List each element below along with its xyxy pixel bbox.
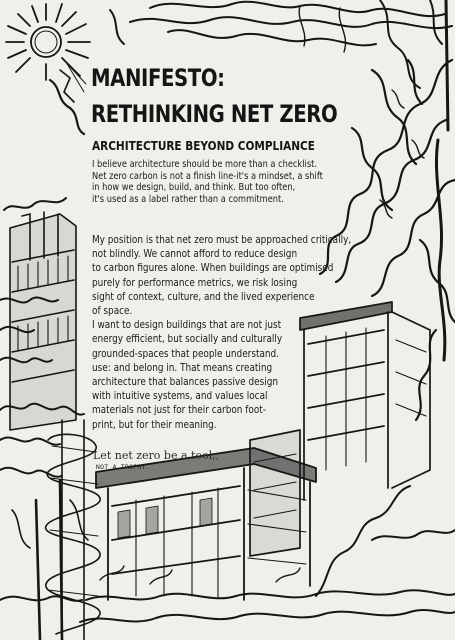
- body-line: architecture that balances passive design: [92, 376, 279, 389]
- body-line: I want to design buildings that are not just: [92, 319, 282, 332]
- intro-line: Net zero carbon is not a finish line-it's a mindset, a shift: [92, 170, 323, 182]
- intro-line: in how we design, build, and think. But too often,: [92, 182, 296, 194]
- body-line: purely for performance metrics, we risk losing: [92, 276, 298, 289]
- body-line: of space.: [92, 305, 133, 318]
- body-line: to carbon figures alone. When buildings are optimised: [92, 262, 334, 275]
- body-line: with intuitive systems, and values local: [92, 390, 268, 403]
- body-line: print, but for their meaning.: [92, 418, 217, 431]
- body-line: materials not just for their carbon foot-: [92, 404, 266, 417]
- title-line-2: RETHINKING NET ZERO: [91, 100, 338, 128]
- intro-line: it's used as a label rather than a commitment.: [92, 193, 284, 205]
- tagline: NOT A TROPHY.: [96, 463, 150, 471]
- body-line: not blindly. We cannot afford to reduce design: [92, 248, 298, 261]
- title-line-1: MANIFESTO:: [91, 64, 225, 92]
- body-line: grounded-spaces that people understand.: [92, 347, 280, 360]
- body-line: energy efficient, but socially and culturally: [92, 333, 283, 346]
- subtitle: ARCHITECTURE BEYOND COMPLIANCE: [92, 138, 315, 153]
- body-line: sight of context, culture, and the lived experience: [92, 290, 315, 303]
- intro-paragraph: [92, 159, 323, 205]
- quote: Let net zero be a tool,,: [93, 449, 220, 462]
- intro-line: I believe architecture should be more than a checklist.: [92, 159, 317, 170]
- body-line: My position is that net zero must be approached critically,: [92, 234, 352, 246]
- body-paragraph: [92, 233, 351, 432]
- body-line: use: and belong in. That means creating: [92, 361, 273, 374]
